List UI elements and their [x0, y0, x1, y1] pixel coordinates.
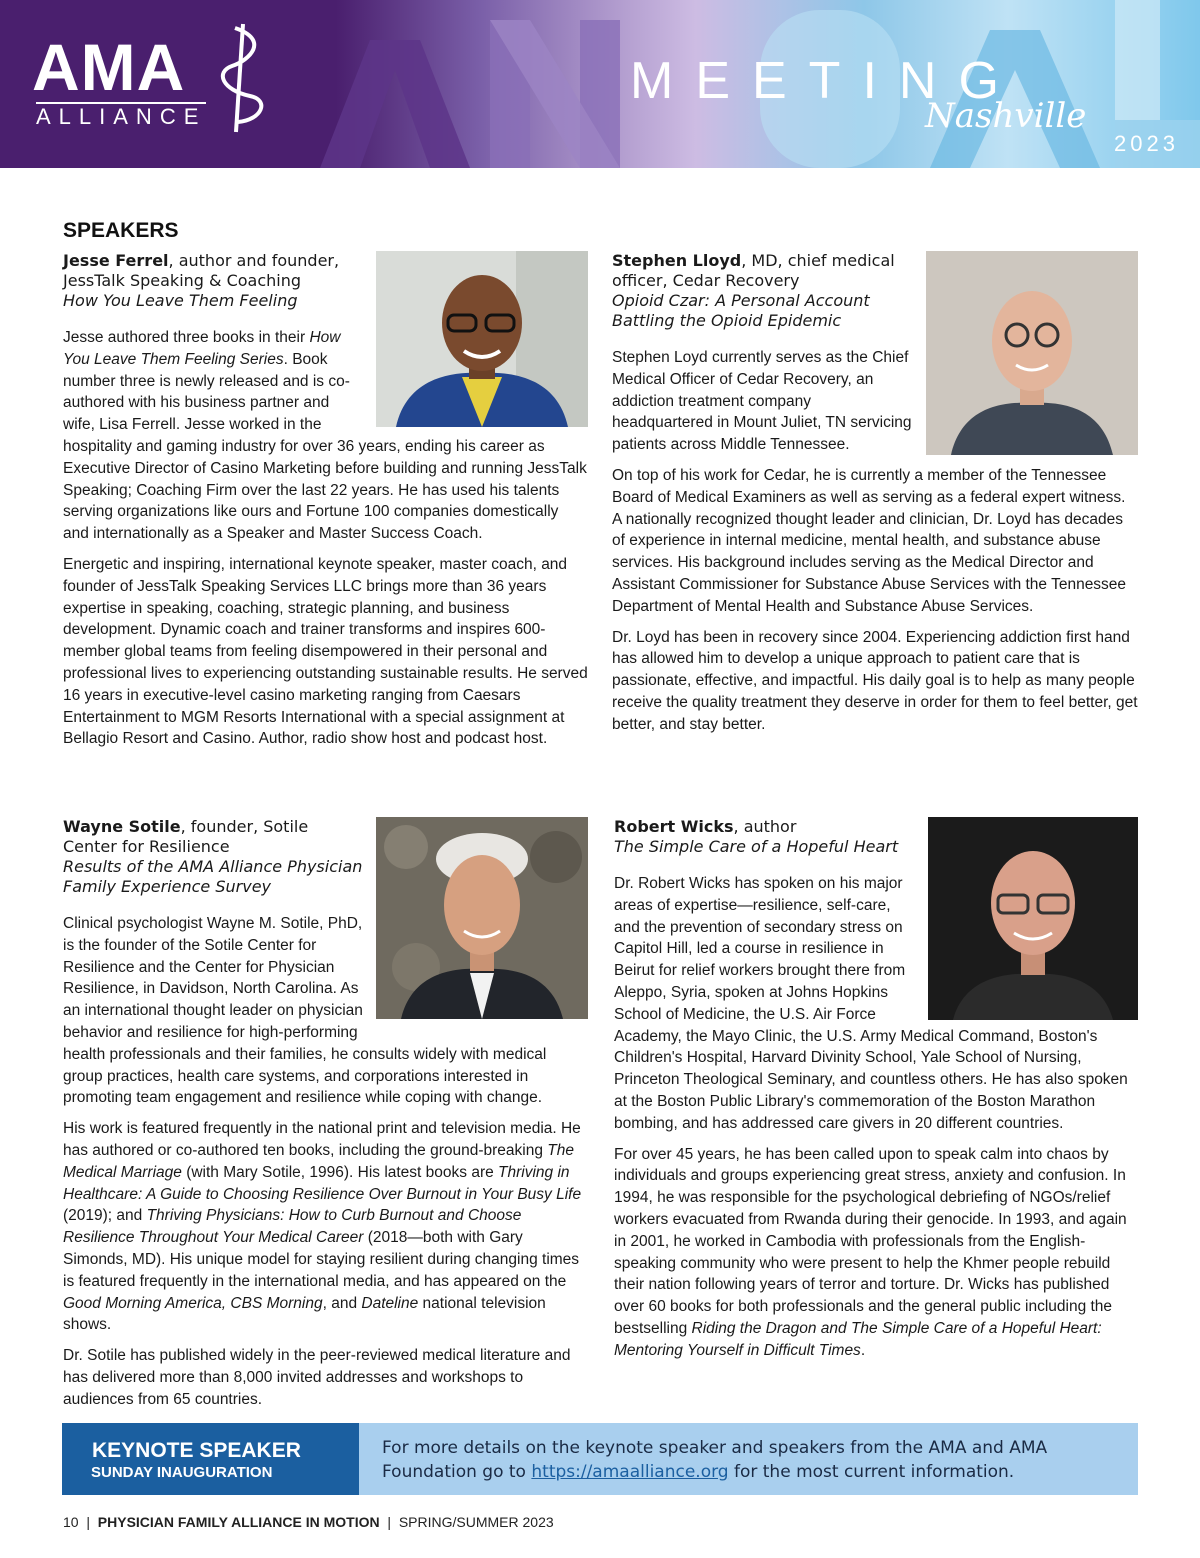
bio-paragraph: Dr. Sotile has published widely in the peer-reviewed medical literature and has delivered more than 8,000 invited addresses and workshops to audiences from 65 countries. [63, 1347, 571, 1408]
keynote-label-box [62, 1423, 359, 1495]
speaker-jesse-ferrel [63, 251, 588, 759]
bio-paragraph: Dr. Robert Wicks has spoken on his major areas of expertise—resilience, self-care, and the prevention of secondary stress on Capitol Hill, led a course in resilience in Beirut for relief workers brought there from Aleppo, Syria, spoken at Johns Hopkins School of Medicine, the U.S. Air Force Academy, the Mayo Clinic, the U.S. Army Medical Command, Boston's Children's Hospital, Harvard Divinity School, Yale School of Nursing, Princeton Theological Seminary, and countless others. He has also spoken at the Boston Public Library's commemoration of the Boston Marathon bombing, and has addressed care givers in 20 different countries. [614, 875, 1128, 1132]
bio-text: . Book number three is newly released and is co-authored with his business partner and wife, Lisa Ferrell. Jesse worked in the hospitality and gaming industry for over 36 years, ending his career as Executive Director of Casino Marketing before building and running JessTalk Speaking; Coaching Firm over the last 22 years. He has used his talents serving organizations like ours and Fortune 100 companies domestically and internationally as a Speaker and Master Success Coach. [63, 350, 587, 543]
bio-paragraph: Clinical psychologist Wayne M. Sotile, PhD, is the founder of the Sotile Center for Resilience and the Center for Physician Resilience, in Davidson, North Carolina. As an international thought leader on physician behavior and resilience for high-performing health professionals and their families, he consults widely with medical group practices, health care systems, and corporations interested in promoting team engagement and resilience while coping with change. [63, 915, 547, 1107]
speaker-name: Jesse Ferrel [63, 251, 169, 270]
event-year: 2023 [1114, 131, 1179, 156]
bio-text: (2018—both with Gary Simonds, MD). His unique model for staying resilient during changing times is featured frequently in the international media, and has appeared on the [63, 1229, 580, 1290]
bio-paragraph: Stephen Loyd currently serves as the Chief Medical Officer of Cedar Recovery, an addiction treatment company headquartered in Mount Juliet, TN servicing patients across Middle Tennessee. [612, 349, 912, 454]
speaker-wayne-sotile [63, 817, 588, 1420]
bio-text: (2019); and [63, 1207, 147, 1225]
speaker-role: , author and founder, [168, 251, 340, 270]
speaker-name: Stephen Lloyd [612, 251, 742, 270]
speaker-role: , MD, chief medical officer, Cedar Recovery [612, 251, 895, 290]
separator: | [78, 1514, 98, 1530]
robert-wicks-portrait [928, 817, 1138, 1020]
speaker-role: , founder, Sotile Center for Resilience [63, 817, 309, 856]
speaker-name: Wayne Sotile [63, 817, 181, 836]
tv-show-title: Dateline [361, 1294, 419, 1312]
logo-subtitle: ALLIANCE [36, 104, 207, 129]
keynote-text: for the most current information. [728, 1462, 1015, 1482]
publication-name: PHYSICIAN FAMILY ALLIANCE IN MOTION [97, 1514, 380, 1530]
keynote-callout [62, 1423, 1138, 1495]
speaker-photo [376, 251, 588, 427]
wayne-sotile-portrait [376, 817, 588, 1019]
speaker-role: , author [733, 817, 797, 836]
city-name: Nashville [925, 96, 1087, 136]
keynote-details [382, 1436, 1122, 1484]
keynote-subtitle: SUNDAY INAUGURATION [91, 1464, 273, 1481]
bio-paragraph [614, 1144, 1138, 1362]
bio-text: . [860, 1341, 866, 1359]
book-title: Riding the Dragon and The Simple Care of a Hopeful Heart: Mentoring Yourself in Difficult Times [614, 1319, 1102, 1359]
speaker-photo [376, 817, 588, 1019]
amaalliance-link[interactable]: https://amaalliance.org [531, 1462, 729, 1482]
talk-title: Opioid Czar: A Personal Account Battling the Opioid Epidemic [612, 291, 870, 330]
speaker-robert-wicks [614, 817, 1138, 1371]
talk-title: Results of the AMA Alliance Physician Family Experience Survey [63, 857, 363, 896]
bio-paragraph [63, 1118, 588, 1336]
book-title: Thriving in Healthcare: A Guide to Choosing Resilience Over Burnout in Your Busy Life [63, 1163, 582, 1203]
tv-show-title: Good Morning America, CBS Morning [63, 1294, 323, 1312]
speaker-photo [928, 817, 1138, 1020]
speaker-photo [926, 251, 1138, 455]
page-footer [63, 1513, 554, 1531]
issue-date: SPRING/SUMMER 2023 [398, 1514, 554, 1530]
header-banner [0, 0, 1200, 168]
bio-paragraph: Energetic and inspiring, international keynote speaker, master coach, and founder of JessTalk Speaking Services LLC brings more than 36 years expertise in speaking, coaching, strategic planning, and business development. Dynamic coach and trainer transforms and inspires 600-member global teams from feeling disempowered in their personal and professional lives to experiencing outstanding sustainable results. He served 16 years in executive-level casino marketing ranging from Caesars Entertainment to MGM Resorts International with a special assignment at Bellagio Resort and Casino. Author, radio show host and podcast host. [63, 555, 588, 748]
book-series-title: How You Leave Them Feeling Series [63, 329, 341, 368]
separator: | [379, 1514, 399, 1530]
bio-text: (with Mary Sotile, 1996). His latest books are [181, 1163, 499, 1181]
keynote-title: KEYNOTE SPEAKER [92, 1439, 301, 1462]
speaker-organization: JessTalk Speaking & Coaching [63, 271, 302, 290]
bio-text: His work is featured frequently in the national print and television media. He has authored or co-authored ten books, including the ground-breaking [63, 1120, 581, 1159]
bio-text: national television shows. [63, 1294, 546, 1334]
bio-text: Jesse authored three books in their [63, 329, 310, 346]
book-title: Thriving Physicians: How to Curb Burnout and Choose Resilience Throughout Your Medical Career [63, 1207, 522, 1247]
jesse-ferrel-portrait [376, 251, 588, 427]
speaker-name: Robert Wicks [614, 817, 734, 836]
bio-text: For over 45 years, he has been called upon to speak calm into chaos by individuals and groups experiencing great stress, anxiety and confusion. In 1994, he was responsible for the psychological debriefing of NGOs/relief workers evacuated from Rwanda during their genocide. In 1993, and again in 2001, he worked in Cambodia with professionals from the English-speaking community who were present to help the Khmer people rebuild their nation following years of terror and torture. Dr. Wicks has published over 60 books for both professionals and the general public including the bestselling [614, 1145, 1127, 1337]
book-title: The Medical Marriage [63, 1141, 574, 1181]
page-number: 10 [63, 1514, 79, 1530]
bio-paragraph: Dr. Loyd has been in recovery since 2004. Experiencing addiction first hand has allowed him to develop a unique approach to patient care that is passionate, effective, and impactful. His daily goal is to help as many people receive the quality treatment they deserve in order for them to feel better, get better, and stay better. [612, 628, 1138, 733]
speaker-stephen-lloyd [612, 251, 1138, 745]
logo-wordmark: AMA [32, 30, 186, 104]
meeting-title: MEETING [630, 52, 1021, 110]
keynote-text: For more details on the keynote speaker and speakers from the AMA and AMA Foundation go to [382, 1438, 1048, 1482]
bio-text: , and [322, 1294, 362, 1312]
talk-title: The Simple Care of a Hopeful Heart [614, 837, 899, 856]
section-heading: SPEAKERS [63, 219, 179, 242]
bio-paragraph: On top of his work for Cedar, he is currently a member of the Tennessee Board of Medical Examiners as well as serving as a federal expert witness. A nationally recognized thought leader and clinician, Dr. Loyd has decades of experience in internal medicine, mental health, and substance abuse services. His background includes serving as the Medical Director and Assistant Commissioner for Substance Abuse Services with the Tennessee Department of Mental Health and Substance Abuse Services. [612, 466, 1127, 615]
stephen-lloyd-portrait [926, 251, 1138, 455]
talk-title: How You Leave Them Feeling [63, 291, 298, 310]
